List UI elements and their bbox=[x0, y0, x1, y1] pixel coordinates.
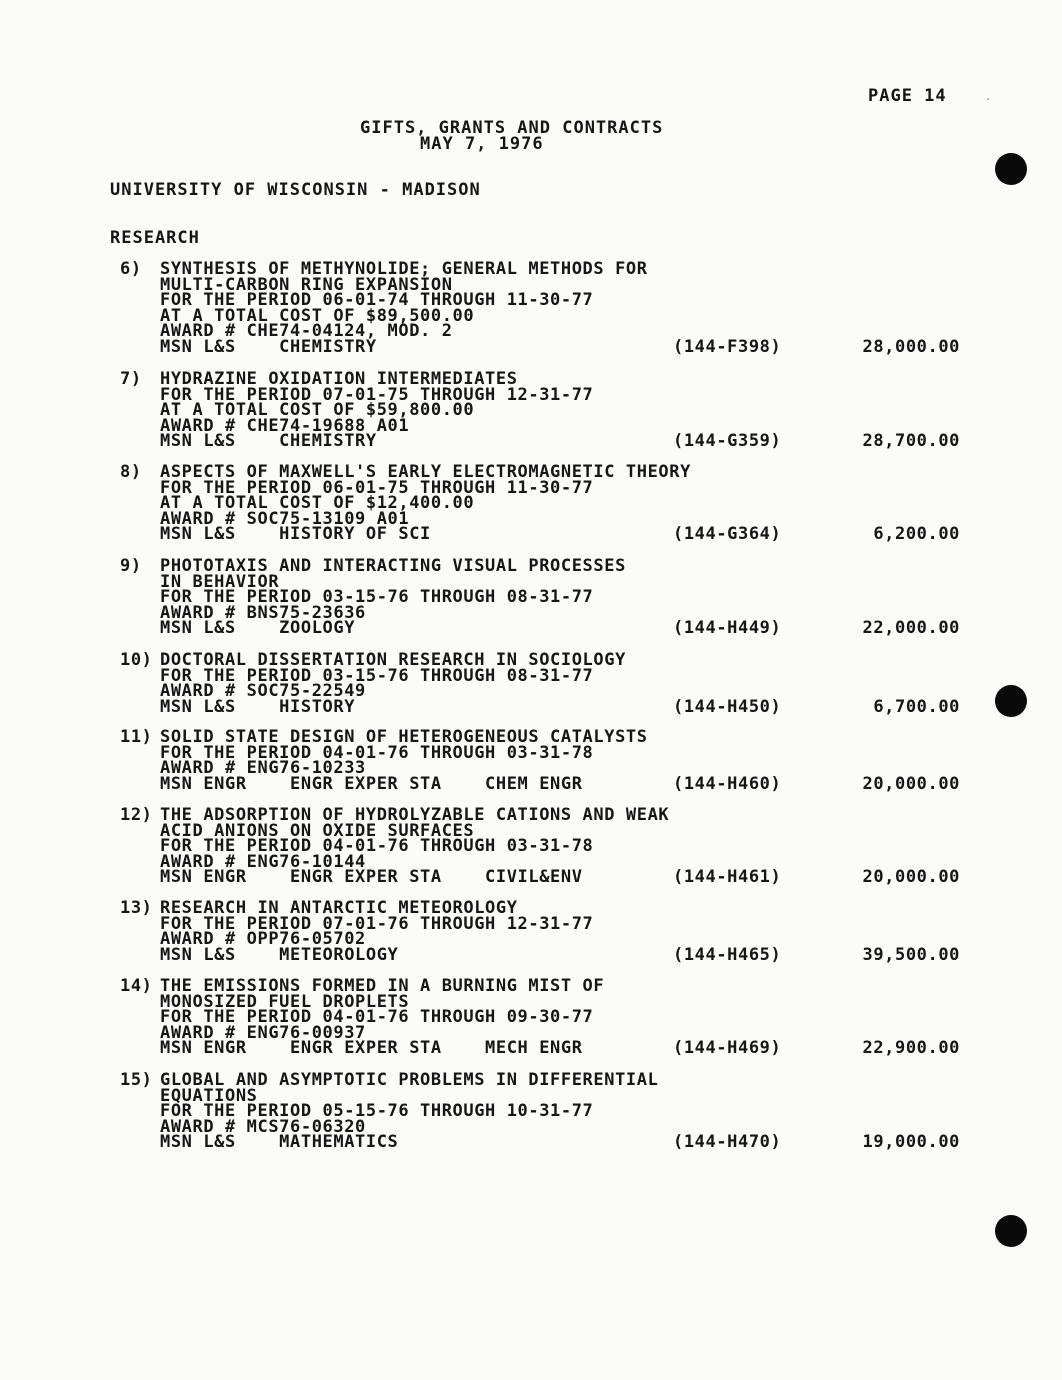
amount: 20,000.00 bbox=[862, 867, 960, 888]
entry-line: FOR THE PERIOD 06-01-74 THROUGH 11-30-77 bbox=[160, 290, 594, 311]
account-code: (144-G359) bbox=[673, 431, 782, 452]
entry-title: SYNTHESIS OF METHYNOLIDE; GENERAL METHODS FOR bbox=[160, 259, 648, 279]
entry-line: MSN L&S HISTORY bbox=[160, 696, 356, 717]
account-code: (144-H450) bbox=[673, 696, 782, 717]
amount: 6,700.00 bbox=[873, 696, 960, 717]
entry-number: 15) bbox=[120, 1070, 153, 1090]
entry-line: AWARD # ENG76-00937 bbox=[160, 1022, 366, 1043]
amount: 39,500.00 bbox=[862, 944, 960, 965]
entry-line: MSN ENGR ENGR EXPER STA MECH ENGR bbox=[160, 1038, 583, 1059]
punch-hole bbox=[995, 1215, 1027, 1247]
entry-line: AT A TOTAL COST OF $89,500.00 bbox=[160, 305, 475, 326]
entry-number: 12) bbox=[120, 805, 153, 825]
entry-number: 6) bbox=[120, 259, 142, 279]
account-code: (144-H465) bbox=[673, 944, 782, 965]
section-heading: RESEARCH bbox=[110, 228, 200, 248]
entry-line: MONOSIZED FUEL DROPLETS bbox=[160, 991, 410, 1012]
entry-line: AWARD # ENG76-10233 bbox=[160, 758, 366, 779]
entry-line: AWARD # ENG76-10144 bbox=[160, 851, 366, 872]
entry-line: FOR THE PERIOD 04-01-76 THROUGH 03-31-78 bbox=[160, 836, 594, 857]
entry-line: AWARD # MCS76-06320 bbox=[160, 1116, 366, 1137]
account-code: (144-H461) bbox=[673, 867, 782, 888]
entry-line: MSN L&S CHEMISTRY bbox=[160, 431, 377, 452]
document-date: MAY 7, 1976 bbox=[420, 134, 544, 154]
account-code: (144-F398) bbox=[673, 337, 782, 357]
entry-title: SOLID STATE DESIGN OF HETEROGENEOUS CATALYSTS bbox=[160, 727, 648, 747]
entry-line: FOR THE PERIOD 07-01-76 THROUGH 12-31-77 bbox=[160, 913, 594, 934]
document-title: GIFTS, GRANTS AND CONTRACTS bbox=[360, 118, 664, 138]
amount: 28,000.00 bbox=[862, 337, 960, 357]
entry-title: THE EMISSIONS FORMED IN A BURNING MIST OF bbox=[160, 976, 605, 996]
entry-number: 7) bbox=[120, 369, 142, 389]
entry-number: 11) bbox=[120, 727, 153, 747]
amount: 28,700.00 bbox=[862, 431, 960, 452]
entry-line: FOR THE PERIOD 04-01-76 THROUGH 03-31-78 bbox=[160, 742, 594, 763]
margin-mark: · bbox=[986, 92, 991, 108]
entry-line: MSN L&S METEOROLOGY bbox=[160, 944, 399, 965]
account-code: (144-G364) bbox=[673, 524, 782, 545]
account-code: (144-H470) bbox=[673, 1132, 782, 1153]
entry-line: IN BEHAVIOR bbox=[160, 571, 280, 592]
entry-line: AWARD # SOC75-13109 A01 bbox=[160, 508, 410, 529]
account-code: (144-H469) bbox=[673, 1038, 782, 1059]
entry-line: AWARD # OPP76-05702 bbox=[160, 929, 366, 950]
entry-number: 14) bbox=[120, 976, 153, 996]
entry-number: 8) bbox=[120, 462, 142, 482]
entry-title: GLOBAL AND ASYMPTOTIC PROBLEMS IN DIFFERENTIAL bbox=[160, 1070, 659, 1090]
entry-line: MSN L&S MATHEMATICS bbox=[160, 1132, 399, 1153]
entry-line: MSN ENGR ENGR EXPER STA CIVIL&ENV bbox=[160, 867, 583, 888]
entry-line: AWARD # CHE74-04124, MOD. 2 bbox=[160, 321, 453, 342]
entry-line: AWARD # BNS75-23636 bbox=[160, 602, 366, 623]
amount: 20,000.00 bbox=[862, 773, 960, 794]
entry-number: 10) bbox=[120, 650, 153, 670]
entry-line: MSN L&S HISTORY OF SCI bbox=[160, 524, 431, 545]
entry-line: AWARD # CHE74-19688 A01 bbox=[160, 415, 410, 436]
entry-line: MSN L&S CHEMISTRY bbox=[160, 337, 377, 357]
page-number: PAGE 14 bbox=[868, 86, 947, 106]
entry-line: EQUATIONS bbox=[160, 1085, 258, 1106]
entry-title: RESEARCH IN ANTARCTIC METEOROLOGY bbox=[160, 898, 518, 918]
entry-line: AT A TOTAL COST OF $12,400.00 bbox=[160, 493, 475, 514]
entry-line: FOR THE PERIOD 06-01-75 THROUGH 11-30-77 bbox=[160, 477, 594, 498]
amount: 22,000.00 bbox=[862, 618, 960, 639]
entry-title: DOCTORAL DISSERTATION RESEARCH IN SOCIOLOGY bbox=[160, 650, 626, 670]
entry-line: FOR THE PERIOD 03-15-76 THROUGH 08-31-77 bbox=[160, 665, 594, 686]
entry-line: AT A TOTAL COST OF $59,800.00 bbox=[160, 400, 475, 421]
entry-line: FOR THE PERIOD 03-15-76 THROUGH 08-31-77 bbox=[160, 587, 594, 608]
amount: 19,000.00 bbox=[862, 1132, 960, 1153]
entry-line: FOR THE PERIOD 04-01-76 THROUGH 09-30-77 bbox=[160, 1007, 594, 1028]
entry-line: MULTI-CARBON RING EXPANSION bbox=[160, 274, 453, 295]
institution-heading: UNIVERSITY OF WISCONSIN - MADISON bbox=[110, 180, 481, 200]
entry-title: HYDRAZINE OXIDATION INTERMEDIATES bbox=[160, 369, 518, 389]
account-code: (144-H460) bbox=[673, 773, 782, 794]
amount: 6,200.00 bbox=[873, 524, 960, 545]
entry-title: PHOTOTAXIS AND INTERACTING VISUAL PROCESSES bbox=[160, 556, 626, 576]
entry-line: FOR THE PERIOD 07-01-75 THROUGH 12-31-77 bbox=[160, 384, 594, 405]
entry-line: MSN L&S ZOOLOGY bbox=[160, 618, 356, 639]
account-code: (144-H449) bbox=[673, 618, 782, 639]
entry-line: FOR THE PERIOD 05-15-76 THROUGH 10-31-77 bbox=[160, 1101, 594, 1122]
punch-hole bbox=[995, 685, 1027, 717]
entry-line: ACID ANIONS ON OXIDE SURFACES bbox=[160, 820, 475, 841]
punch-hole bbox=[995, 153, 1027, 185]
entry-title: ASPECTS OF MAXWELL'S EARLY ELECTROMAGNETIC THEORY bbox=[160, 462, 691, 482]
amount: 22,900.00 bbox=[862, 1038, 960, 1059]
entry-title: THE ADSORPTION OF HYDROLYZABLE CATIONS AND WEAK bbox=[160, 805, 670, 825]
entry-line: MSN ENGR ENGR EXPER STA CHEM ENGR bbox=[160, 773, 583, 794]
entry-line: AWARD # SOC75-22549 bbox=[160, 681, 366, 702]
entry-number: 9) bbox=[120, 556, 142, 576]
entry-number: 13) bbox=[120, 898, 153, 918]
